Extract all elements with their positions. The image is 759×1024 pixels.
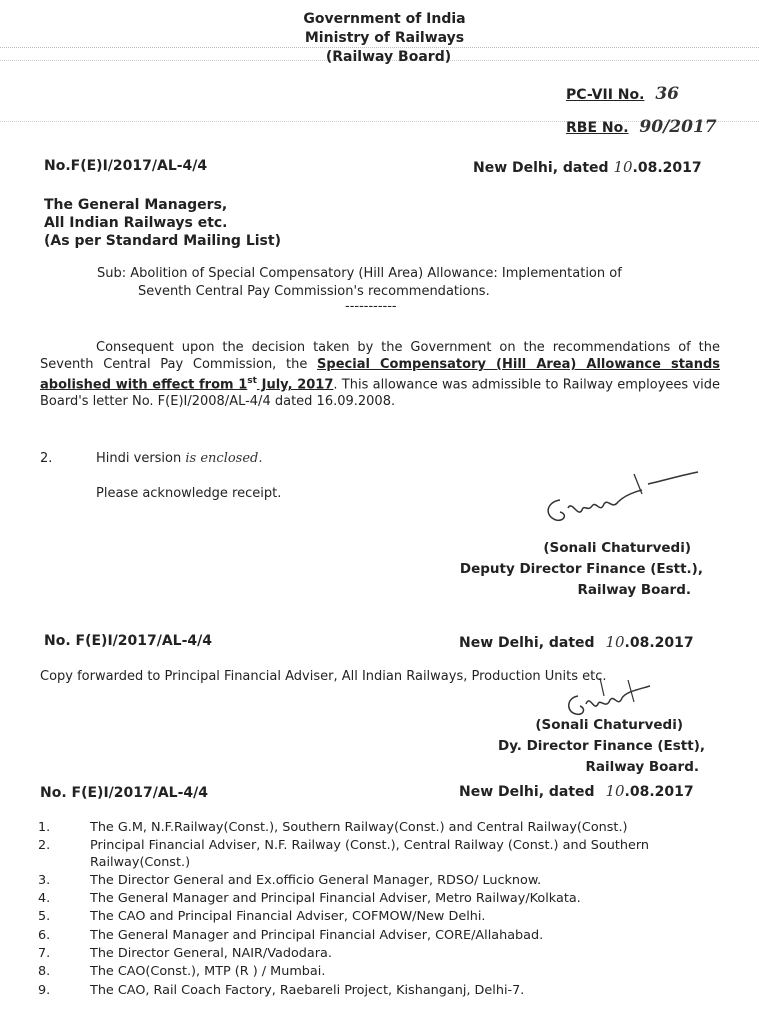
letterhead-government: Government of India bbox=[303, 11, 466, 27]
letter-number: No.F(E)I/2017/AL-4/4 bbox=[44, 158, 208, 174]
signatory-title: Deputy Director Finance (Estt.), bbox=[459, 561, 703, 577]
date-day: 10 bbox=[613, 158, 633, 176]
signature-block bbox=[459, 538, 703, 601]
list-item: 4. The General Manager and Principal Financial Adviser, Metro Railway/Kolkata. bbox=[38, 891, 581, 907]
copy1-signature-block bbox=[497, 715, 705, 778]
date-rest: .08.2017 bbox=[632, 160, 702, 176]
paragraph-2-number: 2. bbox=[40, 451, 53, 466]
copy1-number: No. F(E)I/2017/AL-4/4 bbox=[44, 633, 213, 649]
distribution-list bbox=[38, 820, 728, 1001]
rbe-number: 90/2017 bbox=[639, 117, 717, 137]
addressee-line: The General Managers, bbox=[44, 197, 228, 213]
signatory-name: (Sonali Chaturvedi) bbox=[543, 540, 691, 556]
paragraph-2: Hindi version is enclosed. bbox=[96, 451, 263, 466]
body-paragraph: Consequent upon the decision taken by the Government on the recommendations of the Seventh Central Pay Commission, the Special Compensatory (Hill Area) Allowance stands abolished with effect from 1st July, 2017. This allowance was admissible to Railway employees vide Board's letter No. F(E)I/2008/AL-4/4 dated 16.09.2008. bbox=[40, 340, 721, 410]
letterhead-ministry: Ministry of Railways bbox=[304, 30, 465, 46]
acknowledge-text: Please acknowledge receipt. bbox=[96, 486, 282, 501]
signatory-name: (Sonali Chaturvedi) bbox=[535, 717, 683, 733]
addressee-block bbox=[44, 196, 281, 250]
list-item: 7. The Director General, NAIR/Vadodara. bbox=[38, 946, 332, 962]
list-item: 6. The General Manager and Principal Financial Adviser, CORE/Allahabad. bbox=[38, 927, 544, 943]
letterhead-board: (Railway Board) bbox=[325, 49, 452, 65]
signatory-organisation: Railway Board. bbox=[577, 582, 691, 598]
letterhead bbox=[0, 10, 759, 67]
pc-label: PC-VII No. bbox=[566, 87, 645, 103]
list-item: 5. The CAO and Principal Financial Adviser, COFMOW/New Delhi. bbox=[38, 909, 486, 925]
signature-image bbox=[538, 470, 708, 540]
signatory-title: Dy. Director Finance (Estt), bbox=[497, 738, 705, 754]
subject-line: Seventh Central Pay Commission's recommendations. bbox=[138, 284, 490, 299]
list-item: 9. The CAO, Rail Coach Factory, Raebareli Project, Kishanganj, Delhi-7. bbox=[38, 982, 525, 998]
addressee-line: All Indian Railways etc. bbox=[44, 215, 228, 231]
pc-number: 36 bbox=[655, 84, 679, 104]
letter-date bbox=[473, 158, 702, 176]
rbe-reference bbox=[566, 117, 717, 137]
copy1-text: Copy forwarded to Principal Financial Adviser, All Indian Railways, Production Units etc. bbox=[40, 669, 607, 684]
subject-separator: ----------- bbox=[345, 299, 397, 314]
list-item: 3. The Director General and Ex.officio General Manager, RDSO/ Lucknow. bbox=[38, 872, 542, 888]
addressee-line: (As per Standard Mailing List) bbox=[44, 233, 281, 249]
copy2-date: New Delhi, dated 10.08.2017 bbox=[459, 782, 694, 800]
pc-reference bbox=[566, 84, 679, 104]
copy1-date: New Delhi, dated 10.08.2017 bbox=[459, 633, 694, 651]
list-item: 8. The CAO(Const.), MTP (R ) / Mumbai. bbox=[38, 964, 326, 980]
date-prefix: New Delhi, dated bbox=[473, 160, 609, 176]
subject-line: Sub: Abolition of Special Compensatory (Hill Area) Allowance: Implementation of bbox=[97, 266, 622, 281]
copy2-number: No. F(E)I/2017/AL-4/4 bbox=[40, 785, 209, 801]
rbe-label: RBE No. bbox=[566, 120, 629, 136]
signatory-organisation: Railway Board. bbox=[585, 759, 699, 775]
list-item: 1. The G.M, N.F.Railway(Const.), Southern Railway(Const.) and Central Railway(Const.) bbox=[38, 820, 628, 835]
list-item: 2. Principal Financial Adviser, N.F. Railway (Const.), Central Railway (Const.) and Southern Railway(Const.) bbox=[38, 838, 649, 870]
subject-block bbox=[97, 265, 622, 313]
